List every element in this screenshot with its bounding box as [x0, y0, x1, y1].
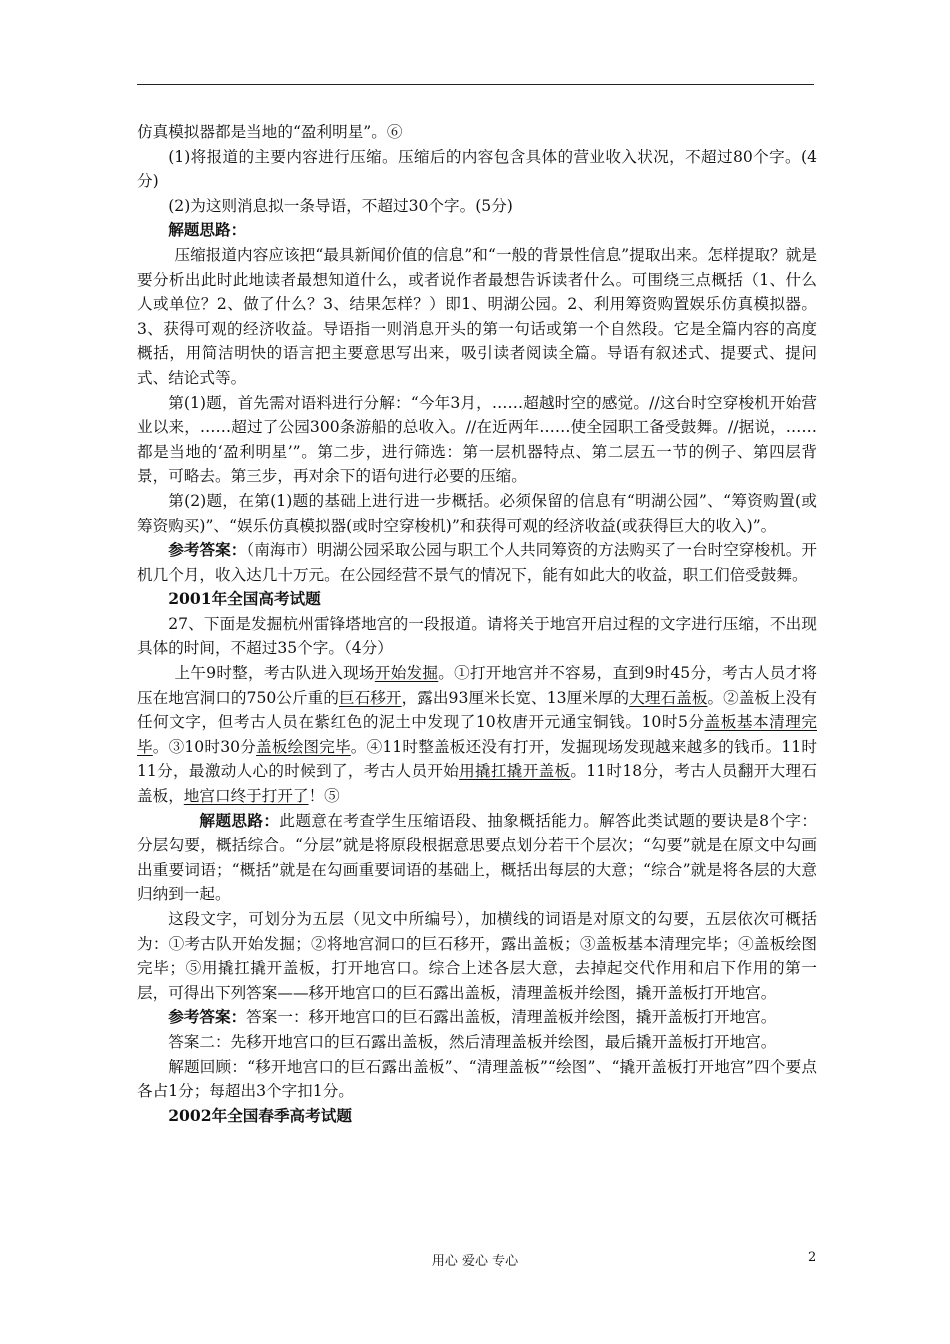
passage-text: 。11时18分，考古人员翻开大理石盖板， — [137, 762, 817, 806]
review-paragraph: 解题回顾：“移开地宫口的巨石露出盖板”、“清理盖板”“绘图”、“撬开盖板打开地宫”四个要点各占1分；每超出3个字扣1分。 — [137, 1057, 817, 1101]
answer-paragraph — [137, 1005, 817, 1030]
question-1: (1)将报道的主要内容进行压缩。压缩后的内容包含具体的营业收入状况，不超过80个字。(4分) — [137, 147, 817, 191]
passage-text: 。③10时30分 — [152, 737, 257, 756]
answer-label: 参考答案： — [168, 1007, 247, 1027]
section-heading: 2001年全国高考试题 — [168, 589, 321, 609]
underlined-phrase: 盖板绘图完毕 — [256, 737, 351, 756]
answer-text: 答案一：移开地宫口的巨石露出盖板，清理盖板并绘图，撬开盖板打开地宫。 — [246, 1008, 777, 1027]
passage-text: 。②盖板上没有任何文字，但考古人员在紫红色的泥土中发现了10枚唐开元通宝铜钱。10时5分 — [137, 688, 817, 732]
underlined-phrase: 开始发掘 — [374, 664, 439, 683]
underlined-phrase: 巨石移开 — [338, 688, 402, 707]
paragraph: 压缩报道内容应该把“最具新闻价值的信息”和“一般的背景性信息”提取出来。怎样提取？就是要分析出此时此地读者最想知道什么，或者说作者最想告诉读者什么。可围绕三点概括（1、什么人或单位？2、做了什么？3、结果怎样？）即1、明湖公园。2、利用筹资购置娱乐仿真模拟器。3、获得可观的经济收益。导语指一则消息开头的第一句话或第一个自然段。它是全篇内容的高度概括，用简洁明快的语言把主要意思写出来，吸引读者阅读全篇。导语有叙述式、提要式、提问式、结论式等。 — [137, 245, 817, 387]
passage-text: 上午9时整，考古队进入现场 — [174, 664, 375, 683]
paragraph: 第(2)题，在第(1)题的基础上进行进一步概括。必须保留的信息有“明湖公园”、“筹资购置(或筹资购买)”、“娱乐仿真模拟器(或时空穿梭机)”和获得可观的经济收益(或获得巨大的收入)”。 — [137, 491, 817, 535]
answer-label: 参考答案： — [168, 540, 247, 560]
page-content — [137, 120, 817, 1128]
analysis-label: 解题思路： — [199, 810, 280, 830]
underlined-phrase: 地宫口终于打开了 — [183, 787, 309, 806]
passage — [137, 661, 817, 809]
passage-text: ，露出93厘米长宽、13厘米厚的 — [401, 688, 630, 707]
underlined-phrase: 大理石盖板 — [629, 688, 708, 707]
page-number: 2 — [808, 1250, 817, 1265]
answer-text: （南海市）明湖公园采取公园与职工个人共同筹资的方法购买了一台时空穿梭机。开机几个月，收入达几十万元。在公园经营不景气的情况下，能有如此大的收益，职工们倍受鼓舞。 — [137, 541, 817, 584]
passage-text: 。①打开地宫并不容易，直到9时45分，考古人员才将压在地宫洞口的750公斤重的 — [137, 664, 817, 707]
question-27: 27、下面是发掘杭州雷锋塔地宫的一段报道。请将关于地宫开启过程的文字进行压缩，不出现具体的时间，不超过35个字。（4分） — [137, 614, 817, 658]
paragraph: 第(1)题，首先需对语料进行分解：“今年3月，……超越时空的感觉。//这台时空穿梭机开始营业以来，……超过了公园300条游船的总收入。//在近两年……使全园职工备受鼓舞。//据说，……都是当地的‘盈利明星’”。第二步，进行筛选：第一层机器特点、第二层五一节的例子、第四层背景，可略去。第三步，再对余下的语句进行必要的压缩。 — [137, 393, 817, 486]
passage-text: 。④11时整盖板还没有打开，发掘现场发现越来越多的钱币。11时11分，最激动人心的时候到了，考古人员开始 — [137, 737, 817, 781]
answer-paragraph — [137, 538, 817, 587]
analysis-text: 此题意在考查学生压缩语段、抽象概括能力。解答此类试题的要诀是8个字：分层勾要，概括综合。“分层”就是将原段根据意思要点划分若干个层次；“勾要”就是在原文中勾画出重要词语；“概括”就是在勾画重要词语的基础上，概括出每层的大意；“综合”就是将各层的大意归纳到一起。 — [137, 811, 817, 904]
footer-slogan: 用心 爱心 专心 — [431, 1254, 519, 1269]
section-heading: 2002年全国春季高考试题 — [168, 1105, 352, 1125]
paragraph: 这段文字，可划分为五层（见文中所编号），加横线的词语是对原文的勾要，五层依次可概括为：①考古队开始发掘；②将地宫洞口的巨石移开，露出盖板；③盖板基本清理完毕；④盖板绘图完毕；⑤用撬扛撬开盖板，打开地宫口。综合上述各层大意，去掉起交代作用和启下作用的第一层，可得出下列答案——移开地宫口的巨石露出盖板，清理盖板并绘图，撬开盖板打开地宫。 — [137, 910, 817, 1002]
question-2: (2)为这则消息拟一条导语，不超过30个字。(5分) — [168, 196, 513, 215]
analysis-paragraph — [137, 809, 817, 907]
answer-alt: 答案二：先移开地宫口的巨石露出盖板，然后清理盖板并绘图，最后撬开盖板打开地宫。 — [168, 1032, 777, 1051]
underlined-phrase: 用撬扛撬开盖板 — [459, 762, 571, 781]
passage-text: ！⑤ — [308, 787, 340, 806]
section-heading: 解题思路： — [168, 220, 247, 240]
text-line: 仿真模拟器都是当地的“盈利明星”。⑥ — [137, 123, 403, 141]
header-rule — [137, 84, 814, 85]
underlined-phrase: 盖板基本清理完毕 — [137, 713, 817, 756]
